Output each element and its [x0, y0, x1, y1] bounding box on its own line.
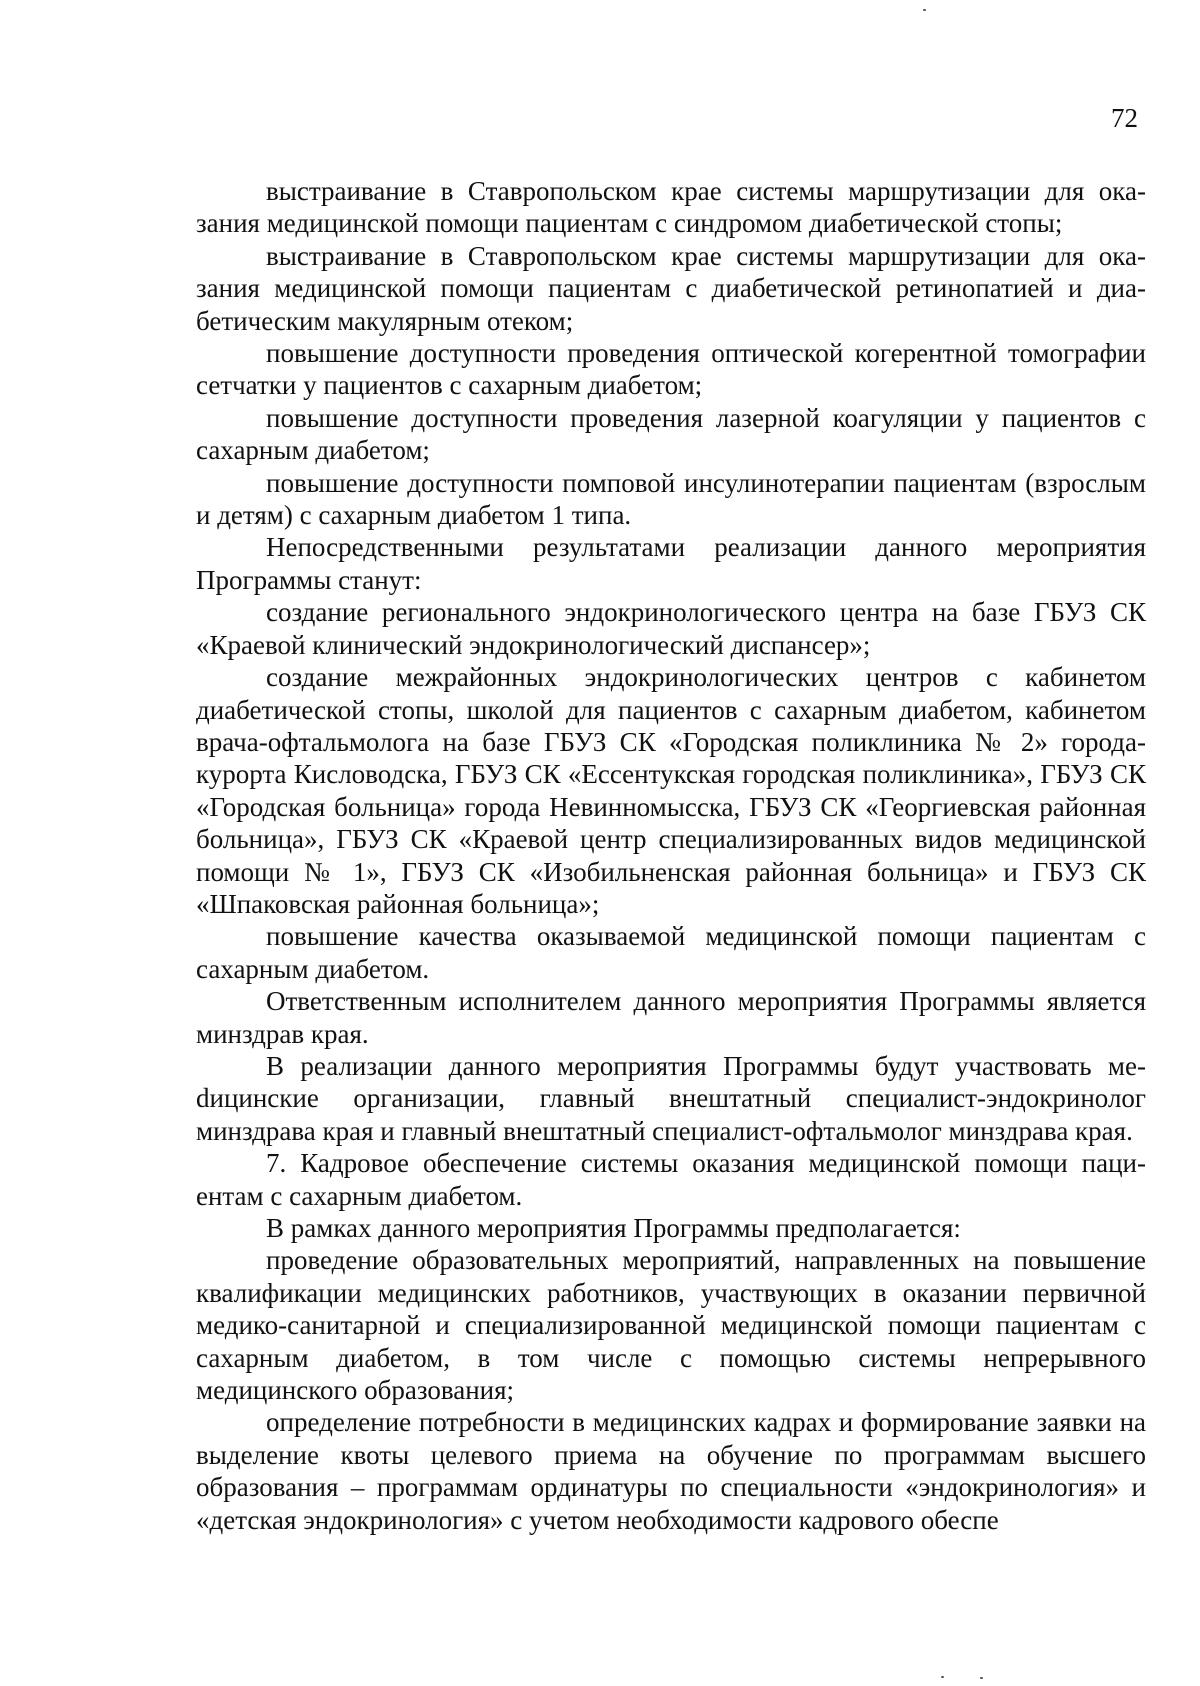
paragraph: Ответственным исполнителем данного мероприятия Программы является минздрав края. [196, 986, 1146, 1049]
paragraph: создание регионального эндокринологического центра на базе ГБУЗ СК «Краевой клинический эндокринологический диспансер»; [196, 597, 1146, 660]
paragraph: создание межрайонных эндокринологических центров с кабинетом диабетической стопы, школой для пациентов с сахарным диабетом, кабинетом врача-офтальмолога на базе ГБУЗ СК «Городская поликлиника № 2» города-курорта Кисловодска, ГБУЗ СК «Ессентукская городская поликлиника», ГБУЗ СК «Городская больница» города Невинномысска, ГБУЗ СК «Георгиевская районная больница», ГБУЗ СК «Краевой центр специализированных видов медицинской помощи № 1», ГБУЗ СК «Изобильненская районная больница» и ГБУЗ СК «Шпаковская районная больница»; [196, 662, 1146, 919]
paragraph: 7. Кадровое обеспечение системы оказания медицинской помощи пациентам с сахарным диабетом. [196, 1148, 1146, 1211]
scan-speck [923, 9, 926, 11]
paragraph: определение потребности в медицинских кадрах и формирование заявки на выделение квоты целевого приема на обучение по программам высшего образования – программам ординатуры по специальности «эндокринология» и «детская эндокринология» с учетом необходимости кадрового обеспе [196, 1407, 1146, 1535]
paragraph: проведение образовательных мероприятий, направленных на повышение квалификации медицинских работников, участвующих в оказании первичной медико-санитарной и специализированной медицинской помощи пациентам с сахарным диабетом, в том числе с помощью системы непрерывного медицинского образования; [196, 1245, 1146, 1406]
paragraph: выстраивание в Ставропольском крае системы маршрутизации для оказания медицинской помощи пациентам с синдромом диабетической стопы; [196, 176, 1146, 239]
scan-speck [980, 1677, 983, 1679]
paragraph: В реализации данного мероприятия Программы будут участвовать меdицинские организации, главный внештатный специалист-эндокринолог минздрава края и главный внештатный специалист-офтальмолог минздрава края. [196, 1050, 1146, 1146]
document-body [196, 175, 1146, 1536]
paragraph: повышение доступности проведения оптической когерентной томографии сетчатки у пациентов с сахарным диабетом; [196, 338, 1146, 401]
scan-speck [941, 1676, 944, 1678]
page-number: 72 [1111, 103, 1138, 133]
paragraph: повышение качества оказываемой медицинской помощи пациентам с сахарным диабетом. [196, 921, 1146, 984]
paragraph: Непосредственными результатами реализации данного мероприятия Программы станут: [196, 532, 1146, 595]
paragraph: повышение доступности проведения лазерной коагуляции у пациентов с сахарным диабетом; [196, 402, 1146, 466]
paragraph: В рамках данного мероприятия Программы предполагается: [266, 1213, 961, 1243]
paragraph: выстраивание в Ставропольском крае системы маршрутизации для оказания медицинской помощи пациентам с диабетической ретинопатией и диабетическим макулярным отеком; [196, 240, 1146, 336]
paragraph: повышение доступности помповой инсулинотерапии пациентам (взрослым и детям) с сахарным диабетом 1 типа. [196, 467, 1146, 531]
